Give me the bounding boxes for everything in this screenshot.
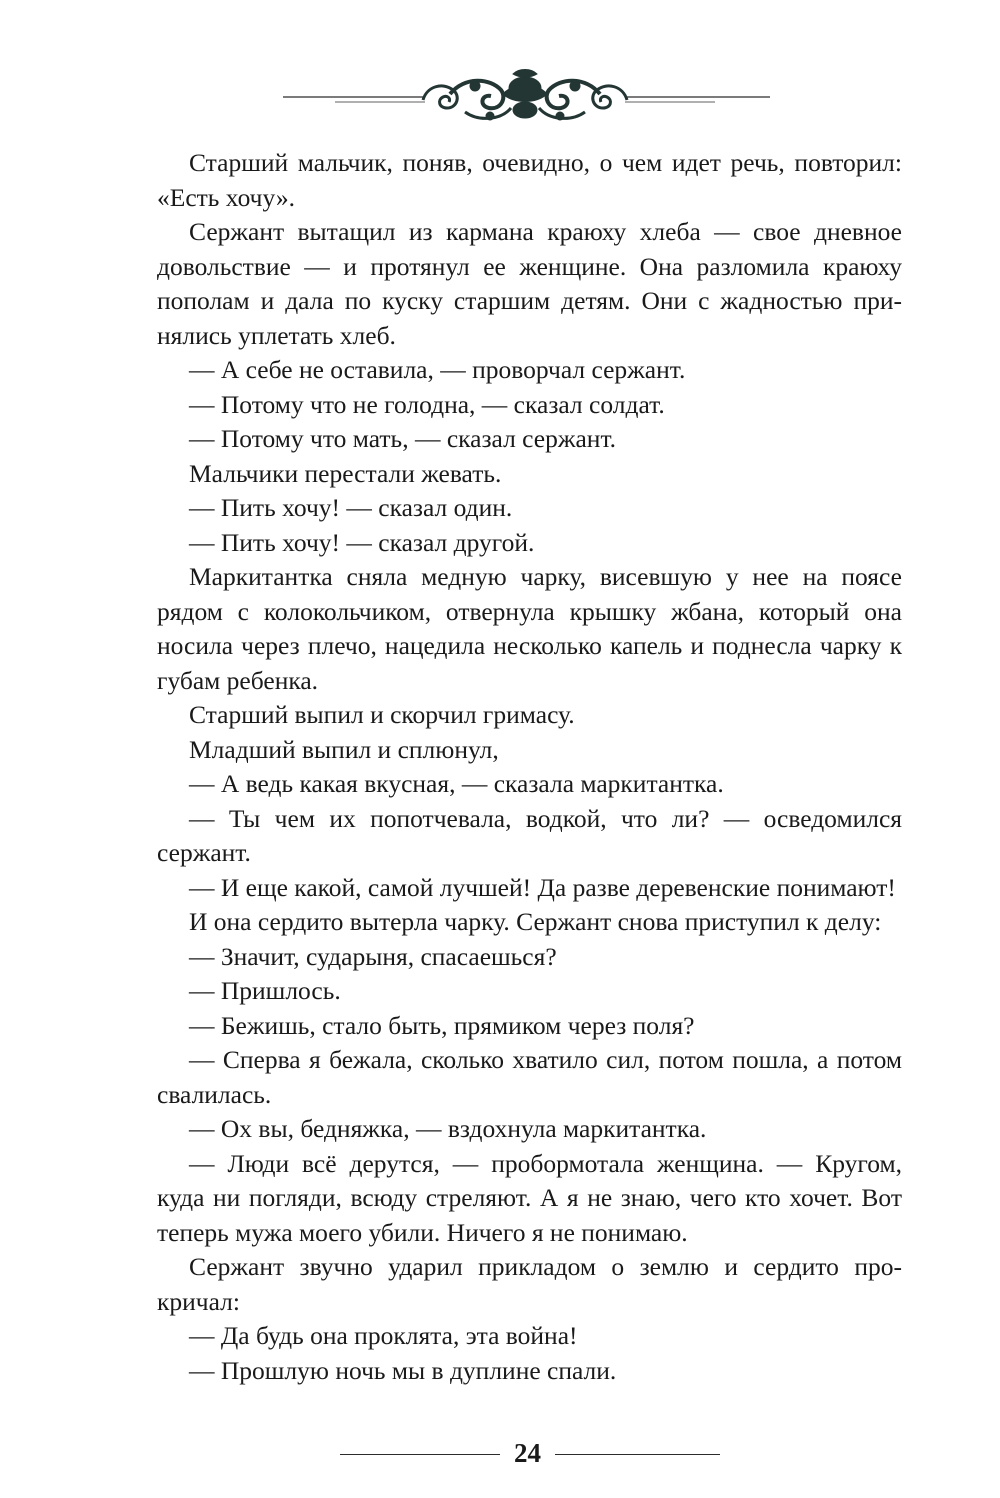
- paragraph: — Пришлось.: [189, 976, 341, 1005]
- paragraph: — Ох вы, бедняжка, — вздохнула маркитантка.: [189, 1114, 707, 1143]
- paragraph: И она сердито вытерла чарку. Сержант снова приступил к делу:: [189, 907, 882, 936]
- paragraph: Старший мальчик, поняв, очевидно, о чем идет речь, повторил: «Есть хочу».: [157, 148, 902, 212]
- paragraph: — Значит, сударыня, спасаешься?: [189, 941, 557, 971]
- paragraph: Старший выпил и скорчил гримасу.: [189, 700, 575, 729]
- paragraph: — А ведь какая вкусная, — сказала маркитантка.: [189, 769, 724, 798]
- header-ornament: [275, 64, 775, 132]
- footer-rule-left: [340, 1454, 500, 1455]
- paragraph: Младший выпил и сплюнул,: [189, 734, 499, 764]
- paragraph: — Пить хочу! — сказал другой.: [189, 527, 535, 557]
- paragraph: Маркитантка сняла медную чарку, висевшую у нее на поясе рядом с колокольчиком, отвернула крышку жбана, который она носила через плечо, нацедила несколько капель и поднесла чарку к губам ребенка.: [157, 562, 902, 695]
- paragraph: — Прошлую ночь мы в дуплине спали.: [189, 1355, 617, 1385]
- decorative-scroll-ornament-icon: [275, 64, 775, 132]
- paragraph: — А себе не оставила, — проворчал сержант.: [189, 355, 686, 384]
- paragraph: Сержант звучно ударил прикладом о землю и сердито прокричал:: [157, 1252, 902, 1316]
- page-number: 24: [514, 1438, 541, 1468]
- paragraph: — Да будь она проклята, эта война!: [189, 1321, 578, 1350]
- paragraph: Сержант вытащил из кармана краюху хлеба — свое дневное довольствие — и протянул ее женщине. Она разломила краюху пополам и дала по куску старшим детям. Они с жадностью принялись уплетать хлеб.: [157, 217, 902, 350]
- paragraph: — И еще какой, самой лучшей! Да разве деревенские понимают!: [189, 872, 896, 902]
- paragraph: — Бежишь, стало быть, прямиком через поля?: [189, 1010, 695, 1040]
- footer-rule-right: [555, 1454, 720, 1455]
- paragraph: — Пить хочу! — сказал один.: [189, 493, 513, 522]
- paragraph: — Сперва я бежала, сколько хватило сил, потом пошла, а потом свалилась.: [157, 1045, 902, 1109]
- paragraph: Мальчики перестали жевать.: [189, 458, 502, 488]
- main-text: [157, 146, 902, 1388]
- page-footer: [0, 1433, 1000, 1473]
- paragraph: — Ты чем их попотчевала, водкой, что ли? — осведомился сержант.: [157, 803, 902, 867]
- paragraph: — Потому что не голодна, — сказал солдат.: [189, 389, 665, 419]
- paragraph: — Потому что мать, — сказал сержант.: [189, 424, 617, 453]
- paragraph: — Люди всё дерутся, — пробормотала женщина. — Кругом, куда ни погляди, всюду стреляют. А я не знаю, чего кто хочет. Вот теперь мужа моего убили. Ничего я не понимаю.: [157, 1148, 902, 1247]
